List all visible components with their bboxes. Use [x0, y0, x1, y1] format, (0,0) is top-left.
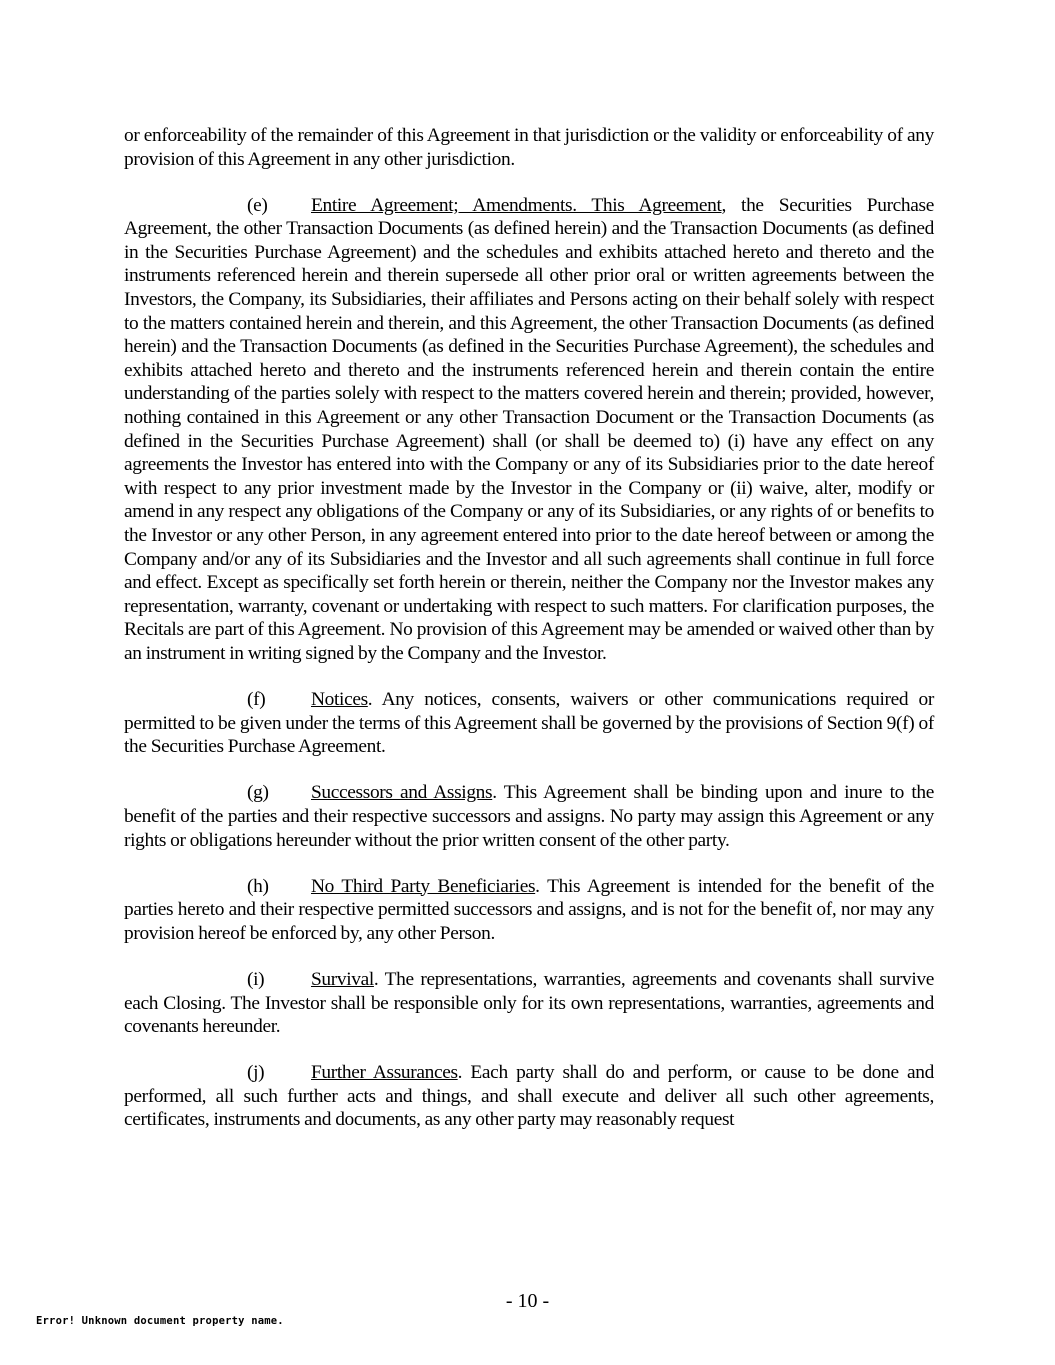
section-heading: Entire Agreement; Amendments. This Agreement: [311, 194, 722, 216]
paragraph-text: . The representations, warranties, agreements and covenants shall survive each Closing. The Investor shall be responsible only for its own representations, warranties, agreements and covenants hereunder.: [124, 968, 934, 1038]
section-label: (h): [247, 875, 269, 897]
section-heading: Survival: [311, 968, 374, 990]
section-label: (i): [247, 968, 265, 990]
page-number: - 10 -: [505, 1290, 550, 1312]
paragraph-text: . Any notices, consents, waivers or other communications required or permitted to be given under the terms of this Agreement shall be governed by the provisions of Section 9(f) of the Securities Purchase Agreement.: [124, 689, 934, 758]
section-label: (j): [247, 1062, 265, 1084]
section-heading: Notices: [311, 689, 368, 711]
paragraph-successors-assigns: [124, 781, 934, 852]
paragraph-further-assurances: [124, 1061, 934, 1132]
paragraph-text: . Each party shall do and perform, or cause to be done and performed, all such further acts and things, and shall execute and deliver all such other agreements, certificates, instruments and documents, as any other party may reasonably request: [124, 1062, 934, 1131]
paragraph-survival: [124, 968, 934, 1039]
section-heading: No Third Party Beneficiaries: [311, 875, 536, 897]
paragraph-entire-agreement: [124, 194, 934, 666]
paragraph-third-party-beneficiaries: [124, 875, 934, 946]
section-label: (g): [247, 782, 269, 804]
section-heading: Further Assurances: [311, 1062, 458, 1084]
paragraph-continuation: [124, 124, 934, 171]
footer-error-note: Error! Unknown document property name.: [36, 1315, 284, 1327]
section-label: (f): [247, 689, 266, 711]
document-body: [124, 124, 934, 1154]
section-label: (e): [247, 194, 268, 216]
paragraph-notices: [124, 688, 934, 759]
section-heading: Successors and Assigns: [311, 782, 493, 804]
paragraph-text: . This Agreement shall be binding upon and inure to the benefit of the parties and their respective successors and assigns. No party may assign this Agreement or any rights or obligations hereunder without the prior written consent of the other party.: [124, 782, 934, 851]
paragraph-text: or enforceability of the remainder of this Agreement in that jurisdiction or the validity or enforceability of any provision of this Agreement in any other jurisdiction.: [124, 125, 934, 170]
paragraph-text: , the Securities Purchase Agreement, the other Transaction Documents (as defined herein) and the Transaction Documents (as defined in the Securities Purchase Agreement) and the schedules and exhibits attached hereto and thereto and the instruments referenced herein and therein supersede all other prior oral or written agreements between the Investors, the Company, its Subsidiaries, their affiliates and Persons acting on their behalf solely with respect to the matters contained herein and therein, and this Agreement, the other Transaction Documents (as defined herein) and the Transaction Documents (as defined in the Securities Purchase Agreement), the schedules and exhibits attached hereto and thereto and the instruments referenced herein and therein contain the entire understanding of the parties solely with respect to the matters covered herein and therein; provided, however, nothing contained in this Agreement or any other Transaction Document or the Transaction Documents (as defined in the Securities Purchase Agreement) shall (or shall be deemed to) (i) have any effect on any agreements the Investor has entered into with the Company or any of its Subsidiaries prior to the date hereof with respect to any prior investment made by the Investor in the Company or (ii) waive, alter, modify or amend in any respect any obligations of the Company or any of its Subsidiaries, or any rights of or benefits to the Investor or any other Person, in any agreement entered into prior to the date hereof between or among the Company and/or any of its Subsidiaries and the Investor and all such agreements shall continue in full force and effect. Except as specifically set forth herein or therein, neither the Company nor the Investor makes any representation, warranty, covenant or undertaking with respect to such matters. For clarification purposes, the Recitals are part of this Agreement. No provision of this Agreement may be amended or waived other than by an instrument in writing signed by the Company and the Investor.: [124, 194, 934, 664]
paragraph-text: . This Agreement is intended for the benefit of the parties hereto and their respective permitted successors and assigns, and is not for the benefit of, nor may any provision hereof be enforced by, any other Person.: [124, 875, 935, 944]
